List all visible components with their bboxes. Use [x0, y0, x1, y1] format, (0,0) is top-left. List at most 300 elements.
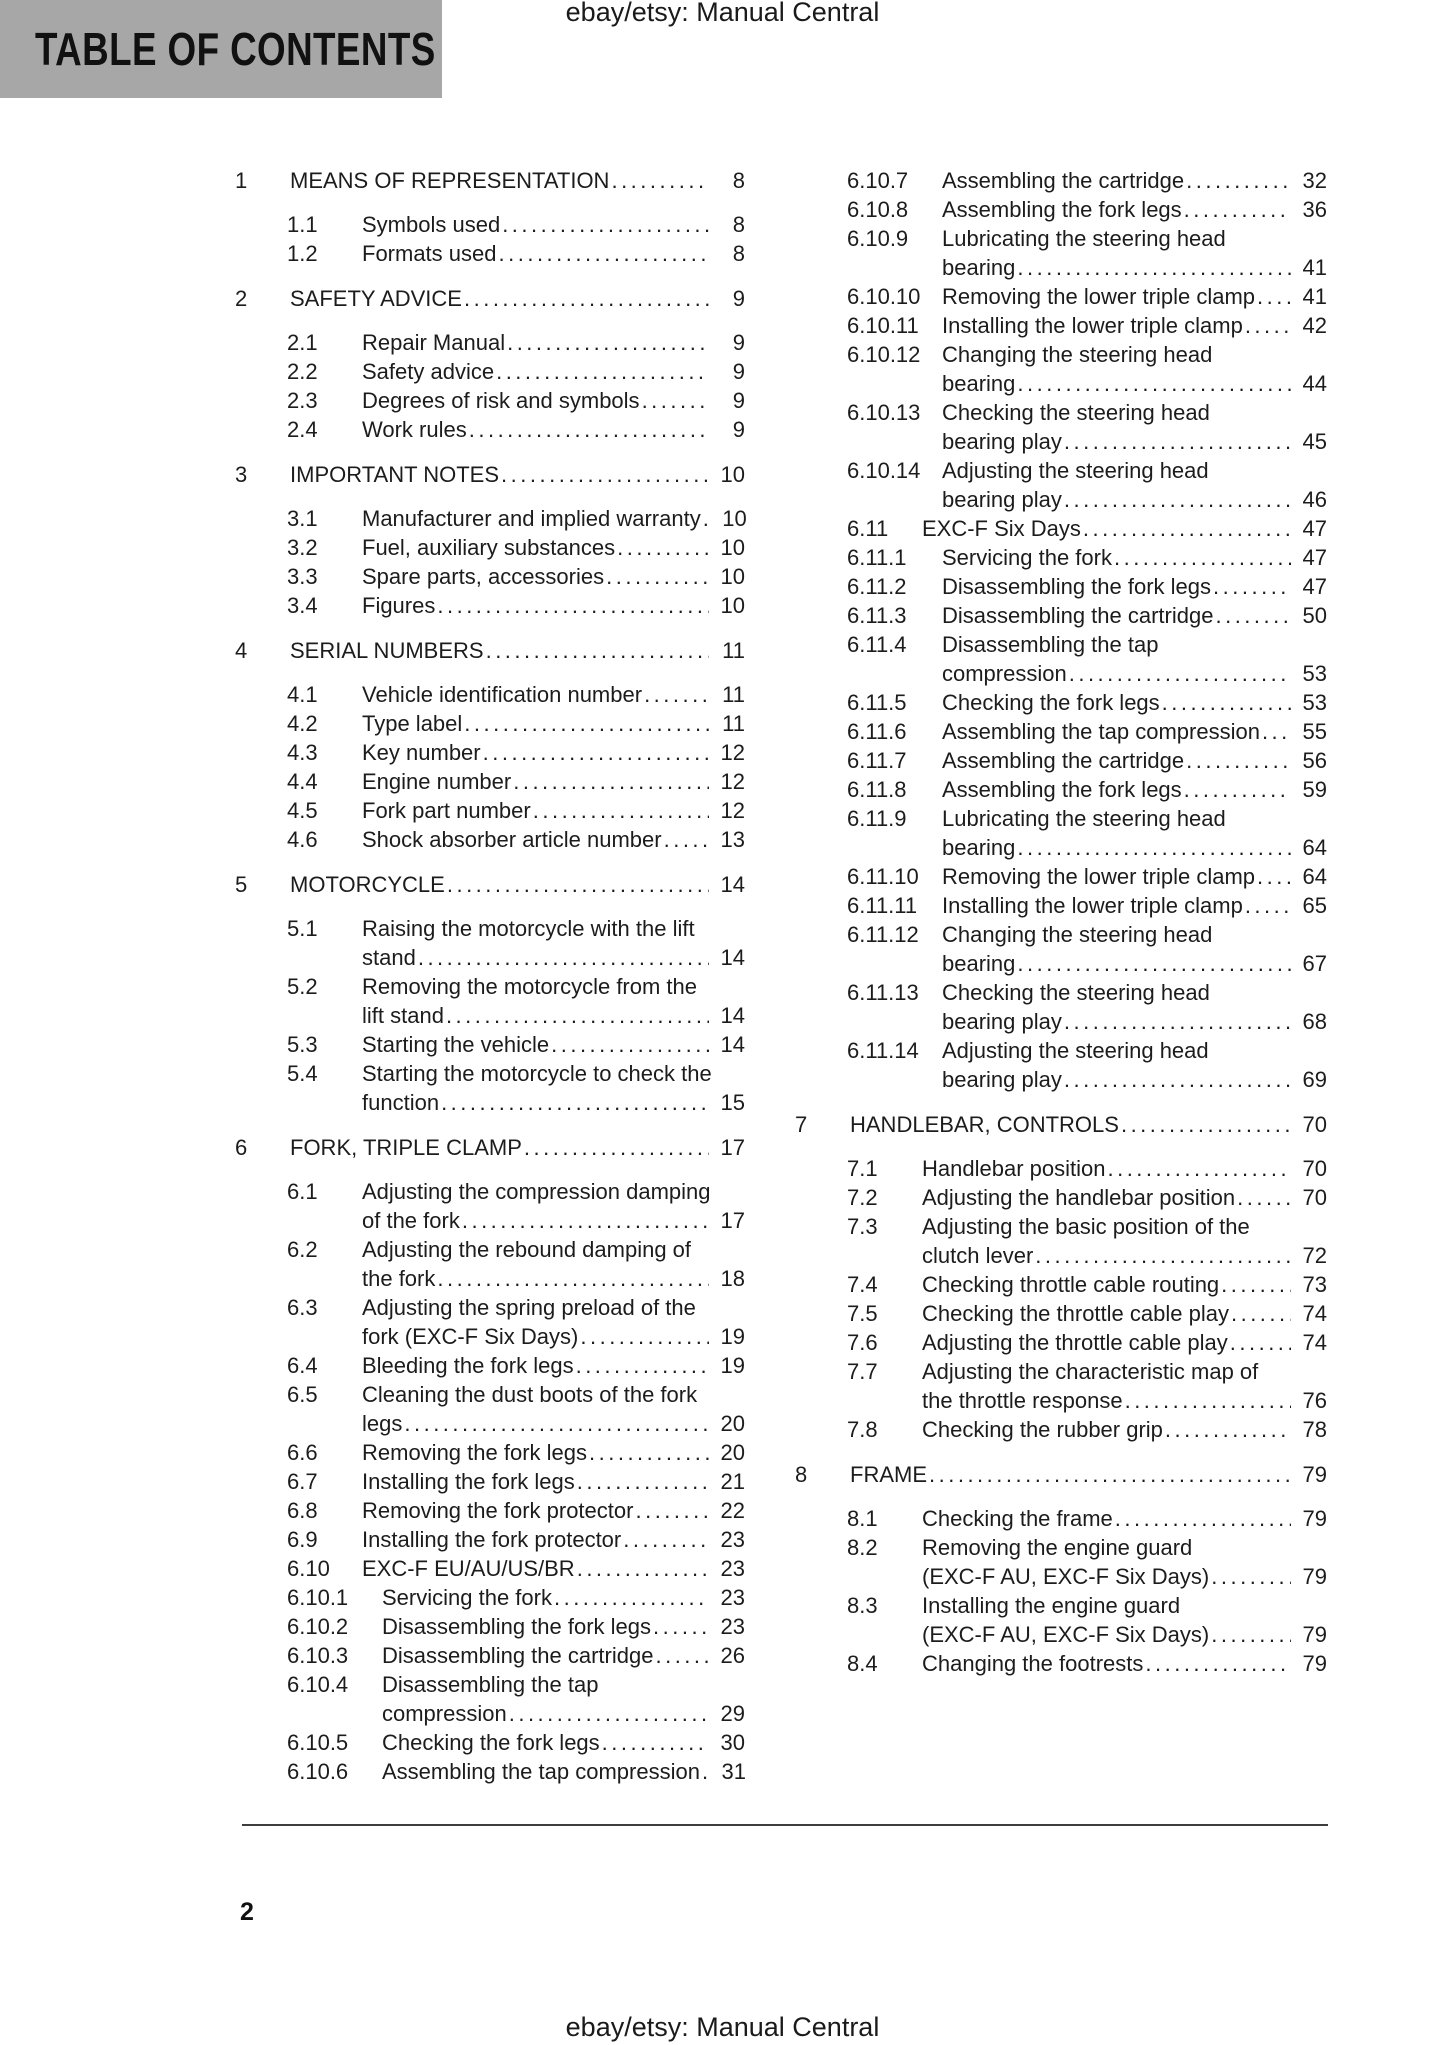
toc-entry-line — [795, 1328, 1327, 1357]
toc-entry-number: 6.10.12 — [847, 342, 921, 367]
toc-entry-number: 6.7 — [287, 1469, 318, 1494]
toc-entry-line — [795, 804, 1327, 833]
toc-entry-title: MOTORCYCLE — [290, 872, 445, 897]
toc-entry-line — [795, 1591, 1327, 1620]
toc-entry-page: 14 — [720, 1003, 745, 1028]
toc-entry-number: 1.1 — [287, 212, 318, 237]
toc-entry-page: 10 — [720, 535, 745, 560]
dot-leader — [577, 1554, 709, 1583]
toc-entry-page: 10 — [720, 564, 745, 589]
dot-leader — [441, 1088, 709, 1117]
toc-entry-number: 8 — [795, 1462, 808, 1487]
toc-entry — [235, 1293, 745, 1351]
toc-entry-number: 6.10.6 — [287, 1759, 349, 1784]
toc-entry-page: 23 — [720, 1527, 745, 1552]
toc-entry-number: 6.11.8 — [847, 777, 907, 802]
toc-entry — [795, 311, 1327, 340]
dot-leader — [1237, 1183, 1291, 1212]
toc-entry-title: (EXC-F AU, EXC-F Six Days) — [922, 1564, 1210, 1589]
toc-entry-title: bearing — [942, 835, 1016, 860]
toc-entry-title: Lubricating the steering head — [942, 226, 1226, 251]
toc-entry-line — [235, 210, 745, 239]
toc-entry-page: 10 — [720, 593, 745, 618]
toc-entry-title: Installing the lower triple clamp — [942, 313, 1243, 338]
dot-leader — [404, 1409, 709, 1438]
toc-entry — [795, 195, 1327, 224]
toc-entry-page: 73 — [1302, 1272, 1327, 1297]
toc-entry-number: 6.10.5 — [287, 1730, 349, 1755]
toc-entry-page: 64 — [1302, 835, 1327, 860]
dot-leader — [1211, 1562, 1291, 1591]
toc-entry-line — [235, 1030, 745, 1059]
toc-entry-number: 4.2 — [287, 711, 318, 736]
dot-leader — [1186, 166, 1291, 195]
toc-entry — [795, 282, 1327, 311]
toc-entry-number: 6.11.6 — [847, 719, 907, 744]
toc-entry — [235, 284, 745, 313]
toc-entry-number: 6.10.10 — [847, 284, 921, 309]
toc-entry-number: 3.3 — [287, 564, 318, 589]
toc-entry-line — [795, 1504, 1327, 1533]
toc-entry-title: (EXC-F AU, EXC-F Six Days) — [922, 1622, 1210, 1647]
toc-entry — [235, 1525, 745, 1554]
dot-leader — [577, 1467, 709, 1496]
toc-entry-line — [235, 1496, 745, 1525]
toc-entry-title: SAFETY ADVICE — [290, 286, 462, 311]
toc-entry-title: Manufacturer and implied warranty — [362, 506, 701, 531]
dot-leader — [580, 1322, 709, 1351]
toc-entry-line — [795, 746, 1327, 775]
toc-entry — [235, 1728, 745, 1757]
toc-entry — [795, 572, 1327, 601]
toc-entry-title: bearing play — [942, 487, 1062, 512]
toc-entry-number: 6.11.5 — [847, 690, 907, 715]
toc-entry-number: 6.11.14 — [847, 1038, 919, 1063]
toc-entry-number: 8.4 — [847, 1651, 878, 1676]
toc-entry — [795, 1154, 1327, 1183]
toc-entry-line — [795, 630, 1327, 659]
toc-entry-title: Assembling the fork legs — [942, 777, 1182, 802]
dot-leader — [1107, 1154, 1291, 1183]
toc-entry-page: 23 — [720, 1614, 745, 1639]
toc-entry — [235, 591, 745, 620]
toc-entry-line — [235, 709, 745, 738]
dot-leader — [1184, 775, 1291, 804]
toc-entry-line — [795, 920, 1327, 949]
toc-entry-title: the fork — [362, 1266, 436, 1291]
toc-entry-line — [795, 369, 1327, 398]
toc-entry-title: Checking the fork legs — [382, 1730, 600, 1755]
toc-entry-line — [235, 767, 745, 796]
toc-entry-line — [795, 282, 1327, 311]
toc-entry — [795, 1460, 1327, 1489]
toc-entry-page: 8 — [732, 241, 745, 266]
toc-entry — [795, 514, 1327, 543]
toc-entry-title: compression — [382, 1701, 507, 1726]
toc-entry-page: 12 — [720, 740, 745, 765]
toc-entry-line — [795, 717, 1327, 746]
toc-entry-page: 11 — [722, 711, 745, 736]
toc-entry-line — [795, 1065, 1327, 1094]
toc-entry-number: 6.9 — [287, 1527, 318, 1552]
toc-entry-title: Checking throttle cable routing — [922, 1272, 1220, 1297]
toc-entry-title: Key number — [362, 740, 481, 765]
toc-entry — [795, 1504, 1327, 1533]
toc-entry-number: 8.2 — [847, 1535, 878, 1560]
toc-entry-page: 68 — [1302, 1009, 1327, 1034]
toc-entry-line — [795, 1299, 1327, 1328]
dot-leader — [606, 562, 709, 591]
dot-leader — [611, 166, 709, 195]
toc-entry-line — [235, 1235, 745, 1264]
toc-entry-line — [235, 1059, 745, 1088]
toc-entry-number: 7.6 — [847, 1330, 878, 1355]
toc-entry-line — [795, 427, 1327, 456]
toc-entry-title: Disassembling the cartridge — [942, 603, 1214, 628]
toc-entry-title: Engine number — [362, 769, 512, 794]
toc-entry-number: 4.6 — [287, 827, 318, 852]
toc-entry-line — [235, 1351, 745, 1380]
toc-entry-line — [795, 1241, 1327, 1270]
dot-leader — [447, 870, 709, 899]
dot-leader — [496, 357, 709, 386]
toc-entry-line — [235, 386, 745, 415]
toc-entry — [795, 1110, 1327, 1139]
toc-entry-line — [235, 1409, 745, 1438]
toc-entry-number: 7.8 — [847, 1417, 878, 1442]
toc-entry-number: 6.10.3 — [287, 1643, 349, 1668]
toc-entry — [235, 1380, 745, 1438]
dot-leader — [464, 284, 709, 313]
toc-entry — [795, 166, 1327, 195]
toc-entry — [235, 1670, 745, 1728]
toc-entry-line — [235, 533, 745, 562]
dot-leader — [644, 680, 709, 709]
toc-entry-title: Checking the rubber grip — [922, 1417, 1163, 1442]
toc-entry — [235, 166, 745, 195]
toc-entry-line — [235, 1088, 745, 1117]
toc-entry-page: 79 — [1302, 1462, 1327, 1487]
toc-entry — [235, 870, 745, 899]
toc-entry-number: 4.4 — [287, 769, 318, 794]
toc-entry-title: Adjusting the rebound damping of — [362, 1237, 692, 1262]
dot-leader — [1017, 253, 1291, 282]
dot-leader — [486, 636, 709, 665]
toc-entry-title: MEANS OF REPRESENTATION — [290, 168, 610, 193]
dot-leader — [1145, 1649, 1291, 1678]
toc-entry-line — [795, 949, 1327, 978]
toc-entry-line — [235, 328, 745, 357]
toc-entry-title: Shock absorber article number — [362, 827, 662, 852]
dot-leader — [1262, 717, 1291, 746]
toc-entry — [795, 1649, 1327, 1678]
toc-entry-number: 6.2 — [287, 1237, 318, 1262]
toc-entry-title: bearing play — [942, 1067, 1062, 1092]
toc-entry-number: 6.6 — [287, 1440, 318, 1465]
toc-entry-line — [795, 224, 1327, 253]
toc-entry-line — [235, 680, 745, 709]
toc-entry-number: 6.11.7 — [847, 748, 907, 773]
toc-entry-page: 79 — [1302, 1622, 1327, 1647]
dot-leader — [418, 943, 709, 972]
dot-leader — [589, 1438, 709, 1467]
toc-entry-number: 8.3 — [847, 1593, 878, 1618]
dot-leader — [446, 1001, 709, 1030]
toc-entry — [235, 1554, 745, 1583]
toc-entry-title: Bleeding the fork legs — [362, 1353, 574, 1378]
toc-entry-title: Adjusting the steering head — [942, 1038, 1209, 1063]
toc-entry-line — [795, 166, 1327, 195]
toc-entry-number: 6.11.10 — [847, 864, 919, 889]
toc-entry — [235, 767, 745, 796]
toc-entry-line — [235, 1757, 745, 1786]
dot-leader — [576, 1351, 709, 1380]
dot-leader — [1245, 891, 1291, 920]
toc-entry-page: 79 — [1302, 1651, 1327, 1676]
toc-entry-number: 2.2 — [287, 359, 318, 384]
toc-entry — [795, 398, 1327, 456]
toc-entry-line — [795, 398, 1327, 427]
toc-entry-page: 14 — [720, 1032, 745, 1057]
toc-entry-number: 6.11.2 — [847, 574, 907, 599]
dot-leader — [1035, 1241, 1291, 1270]
toc-entry-title: legs — [362, 1411, 403, 1436]
toc-entry-page: 18 — [720, 1266, 745, 1291]
toc-entry — [235, 636, 745, 665]
toc-entry-page: 9 — [732, 417, 745, 442]
toc-entry-line — [795, 311, 1327, 340]
dot-leader — [1064, 427, 1291, 456]
toc-entry-line — [235, 1525, 745, 1554]
toc-entry-page: 31 — [721, 1759, 746, 1784]
toc-entry-title: Checking the steering head — [942, 980, 1210, 1005]
toc-entry-line — [795, 253, 1327, 282]
toc-entry — [235, 680, 745, 709]
toc-entry-line — [235, 562, 745, 591]
toc-entry-page: 23 — [720, 1585, 745, 1610]
dot-leader — [524, 1133, 709, 1162]
toc-entry-line — [235, 1670, 745, 1699]
toc-entry — [795, 1183, 1327, 1212]
toc-entry-title: Checking the throttle cable play — [922, 1301, 1229, 1326]
toc-entry-line — [235, 796, 745, 825]
toc-entry-title: Adjusting the compression damping — [362, 1179, 711, 1204]
toc-entry-number: 4 — [235, 638, 248, 663]
toc-entry — [235, 1467, 745, 1496]
toc-entry-page: 11 — [722, 638, 745, 663]
toc-entry — [235, 1059, 745, 1117]
toc-entry-title: Type label — [362, 711, 463, 736]
toc-entry-page: 42 — [1302, 313, 1327, 338]
toc-entry-title: Changing the footrests — [922, 1651, 1144, 1676]
toc-entry-title: Lubricating the steering head — [942, 806, 1226, 831]
dot-leader — [502, 210, 709, 239]
toc-entry — [235, 1438, 745, 1467]
toc-entry-number: 6.11.11 — [847, 893, 918, 918]
dot-leader — [437, 1264, 709, 1293]
toc-entry — [235, 386, 745, 415]
toc-entry-page: 59 — [1302, 777, 1327, 802]
toc-entry-number: 5 — [235, 872, 248, 897]
toc-entry — [235, 1030, 745, 1059]
dot-leader — [703, 504, 711, 533]
toc-entry-title: IMPORTANT NOTES — [290, 462, 500, 487]
toc-entry-title: Checking the steering head — [942, 400, 1210, 425]
page-number: 2 — [240, 1898, 254, 1926]
dot-leader — [554, 1583, 709, 1612]
dot-leader — [655, 1641, 709, 1670]
toc-entry-title: lift stand — [362, 1003, 444, 1028]
toc-entry-line — [795, 1562, 1327, 1591]
toc-entry-page: 9 — [732, 388, 745, 413]
dot-leader — [1211, 1620, 1291, 1649]
toc-entry-title: EXC-F Six Days — [922, 516, 1081, 541]
toc-entry-page: 32 — [1302, 168, 1327, 193]
toc-entry-page: 70 — [1302, 1156, 1327, 1181]
toc-entry-line — [795, 1415, 1327, 1444]
toc-entry-line — [235, 284, 745, 313]
toc-entry-title: Removing the motorcycle from the — [362, 974, 698, 999]
toc-entry-page: 53 — [1302, 661, 1327, 686]
toc-entry-title: FORK, TRIPLE CLAMP — [290, 1135, 522, 1160]
dot-leader — [1114, 543, 1291, 572]
toc-entry-title: Adjusting the throttle cable play — [922, 1330, 1228, 1355]
toc-entry-line — [235, 1133, 745, 1162]
toc-entry-line — [795, 659, 1327, 688]
dot-leader — [507, 328, 709, 357]
dot-leader — [1165, 1415, 1291, 1444]
toc-entry-number: 7.3 — [847, 1214, 878, 1239]
toc-entry — [235, 1177, 745, 1235]
toc-entry-title: Assembling the cartridge — [942, 748, 1185, 773]
toc-entry-title: Removing the fork legs — [362, 1440, 587, 1465]
toc-entry-page: 74 — [1302, 1330, 1327, 1355]
toc-entry — [795, 224, 1327, 282]
toc-entry-page: 55 — [1302, 719, 1327, 744]
toc-entry — [235, 460, 745, 489]
toc-column-left — [235, 166, 745, 1786]
toc-entry-page: 46 — [1302, 487, 1327, 512]
toc-entry-line — [795, 1007, 1327, 1036]
toc-entry — [235, 210, 745, 239]
toc-entry-line — [235, 636, 745, 665]
toc-entry — [235, 1496, 745, 1525]
toc-entry-page: 9 — [732, 359, 745, 384]
toc-entry-page: 47 — [1302, 545, 1327, 570]
toc-entry-number: 5.4 — [287, 1061, 318, 1086]
toc-entry-line — [235, 504, 745, 533]
toc-entry — [235, 796, 745, 825]
toc-entry-page: 29 — [720, 1701, 745, 1726]
toc-entry-number: 6.10.14 — [847, 458, 921, 483]
toc-entry-title: Work rules — [362, 417, 467, 442]
toc-entry-line — [235, 591, 745, 620]
toc-entry-title: Starting the vehicle — [362, 1032, 550, 1057]
toc-entry-page: 23 — [720, 1556, 745, 1581]
dot-leader — [469, 415, 709, 444]
toc-entry-number: 6.11.12 — [847, 922, 919, 947]
dot-leader — [1257, 862, 1291, 891]
toc-entry-number: 7 — [795, 1112, 808, 1137]
dot-leader — [551, 1030, 709, 1059]
dot-leader — [533, 796, 709, 825]
toc-entry-number: 6.10.11 — [847, 313, 919, 338]
toc-entry-line — [795, 456, 1327, 485]
toc-entry-number: 7.5 — [847, 1301, 878, 1326]
toc-entry-number: 7.4 — [847, 1272, 878, 1297]
toc-entry-line — [795, 862, 1327, 891]
toc-entry-page: 50 — [1302, 603, 1327, 628]
toc-entry-number: 7.7 — [847, 1359, 878, 1384]
toc-entry-title: Removing the lower triple clamp — [942, 864, 1256, 889]
toc-entry-line — [795, 340, 1327, 369]
toc-entry-line — [795, 1036, 1327, 1065]
toc-entry-page: 70 — [1302, 1112, 1327, 1137]
toc-entry — [795, 1591, 1327, 1649]
dot-leader — [1017, 833, 1291, 862]
toc-entry-title: Disassembling the tap — [382, 1672, 599, 1697]
toc-entry-line — [235, 825, 745, 854]
dot-leader — [1069, 659, 1291, 688]
dot-leader — [1184, 195, 1291, 224]
toc-entry-number: 6.4 — [287, 1353, 318, 1378]
dot-leader — [462, 1206, 709, 1235]
toc-entry-page: 69 — [1302, 1067, 1327, 1092]
toc-entry-line — [235, 738, 745, 767]
toc-entry-number: 3.4 — [287, 593, 318, 618]
toc-entry — [235, 504, 745, 533]
toc-entry-number: 7.1 — [847, 1156, 878, 1181]
toc-entry-line — [795, 572, 1327, 601]
toc-entry-page: 30 — [720, 1730, 745, 1755]
toc-entry — [235, 1351, 745, 1380]
toc-entry-number: 8.1 — [847, 1506, 878, 1531]
toc-entry-page: 19 — [720, 1324, 745, 1349]
toc-entry — [235, 357, 745, 386]
toc-entry-page: 12 — [720, 769, 745, 794]
dot-leader — [1215, 601, 1291, 630]
toc-entry-title: Assembling the tap compression — [382, 1759, 700, 1784]
toc-entry-number: 6.11.13 — [847, 980, 919, 1005]
dot-leader — [1083, 514, 1291, 543]
toc-entry-page: 22 — [720, 1498, 745, 1523]
toc-entry — [795, 920, 1327, 978]
dot-leader — [1186, 746, 1291, 775]
toc-entry-line — [795, 833, 1327, 862]
toc-entry — [795, 775, 1327, 804]
toc-entry-title: of the fork — [362, 1208, 460, 1233]
toc-entry-title: Raising the motorcycle with the lift — [362, 916, 695, 941]
toc-entry-number: 5.1 — [287, 916, 318, 941]
toc-entry-title: bearing play — [942, 1009, 1062, 1034]
toc-entry-line — [235, 1380, 745, 1409]
toc-entry-line — [795, 1270, 1327, 1299]
toc-entry-number: 6.10.8 — [847, 197, 909, 222]
toc-entry-line — [795, 978, 1327, 1007]
toc-entry-line — [795, 1110, 1327, 1139]
toc-entry-line — [235, 943, 745, 972]
toc-entry-title: Figures — [362, 593, 436, 618]
toc-entry-line — [235, 166, 745, 195]
toc-entry-line — [795, 688, 1327, 717]
toc-entry — [795, 717, 1327, 746]
toc-entry-page: 13 — [720, 827, 745, 852]
toc-entry-line — [235, 1264, 745, 1293]
dot-leader — [702, 1757, 710, 1786]
toc-entry-line — [795, 1154, 1327, 1183]
toc-entry-line — [795, 1533, 1327, 1562]
toc-entry-line — [235, 870, 745, 899]
